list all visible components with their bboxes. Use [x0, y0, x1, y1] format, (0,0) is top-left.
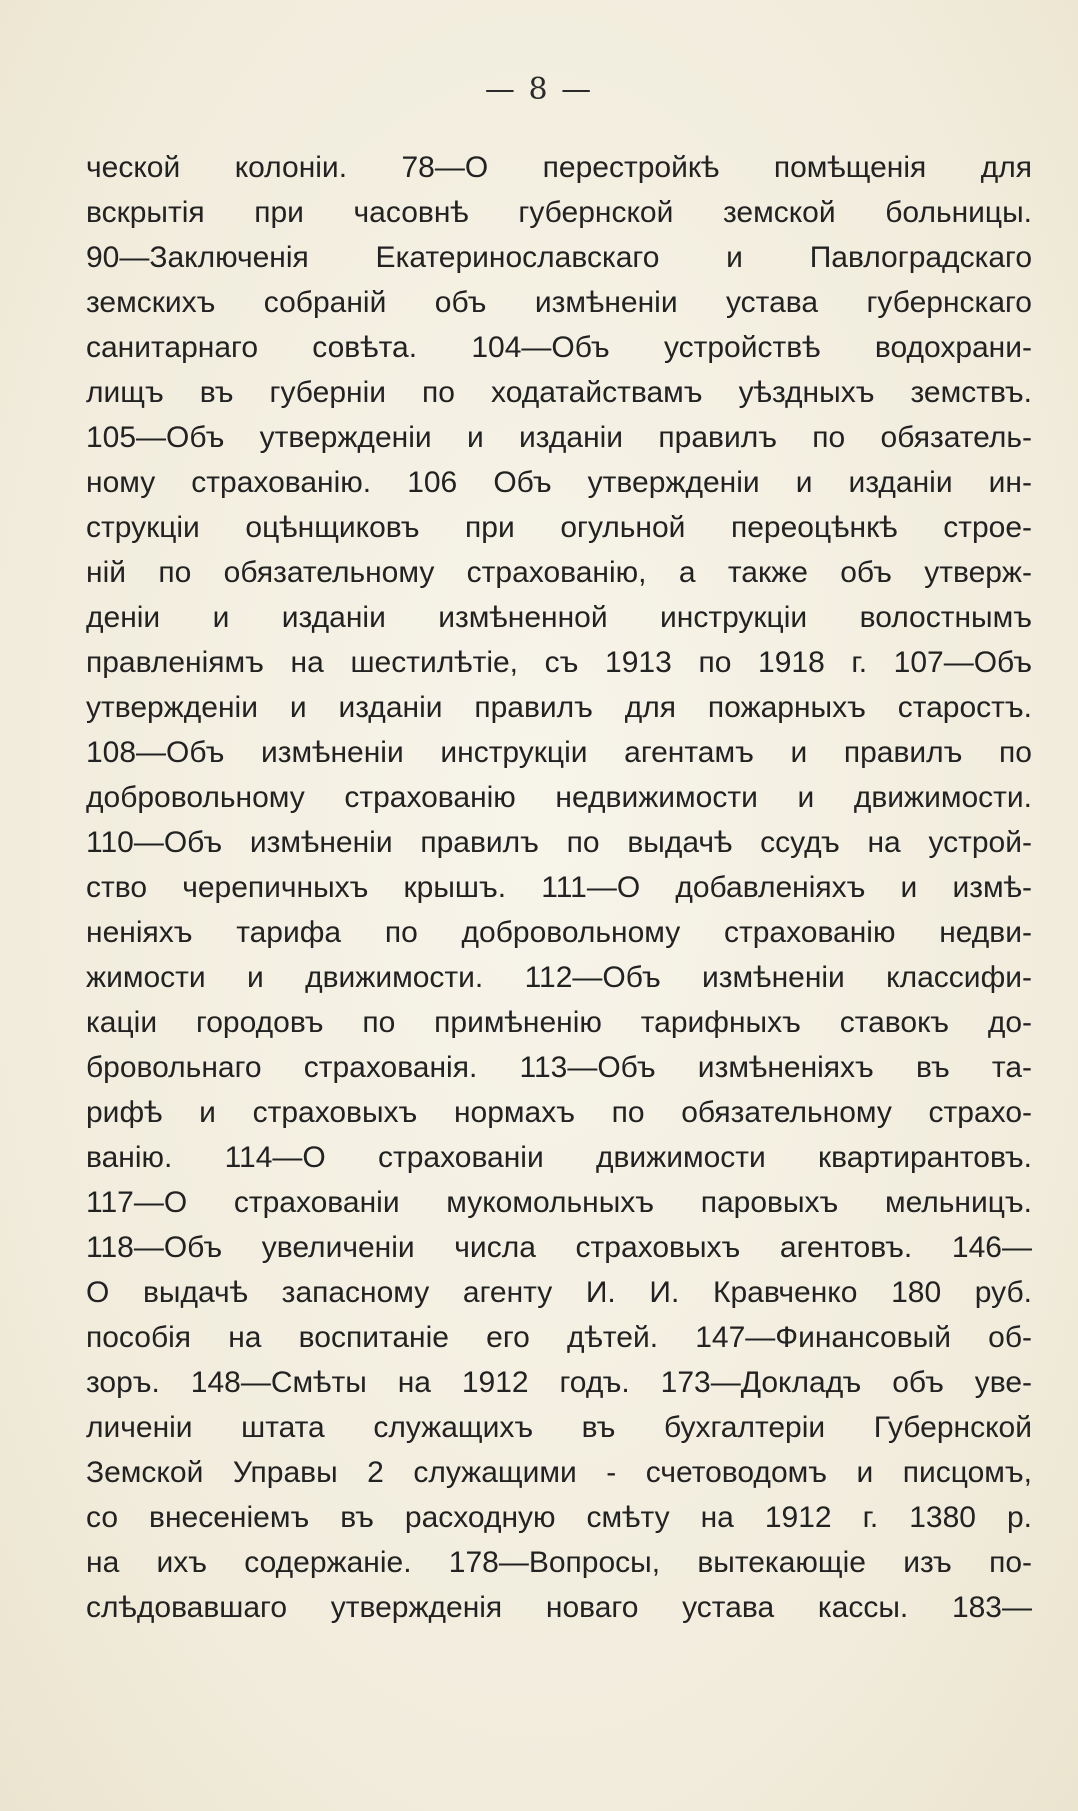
text-line: утвержденіи и изданіи правилъ для пожарныхъ старостъ. — [86, 691, 1032, 724]
text-line: 108—Объ измѣненіи инструкціи агентамъ и правилъ по — [86, 736, 1032, 769]
text-line: 118—Объ увеличеніи числа страховыхъ агентовъ. 146— — [86, 1231, 1032, 1264]
page-number: — 8 — — [484, 72, 594, 107]
text-line: О выдачѣ запасному агенту И. И. Кравченко 180 руб. — [86, 1276, 1032, 1309]
text-line: Земской Управы 2 служащими - счетоводомъ и писцомъ, — [86, 1456, 1032, 1489]
text-line: пособія на воспитаніе его дѣтей. 147—Финансовый об- — [86, 1321, 1032, 1354]
text-line: зоръ. 148—Смѣты на 1912 годъ. 173—Докладъ объ уве- — [86, 1366, 1032, 1399]
text-line: ній по обязательному страхованію, а также объ утверж- — [86, 556, 1032, 589]
text-line: земскихъ собраній объ измѣненіи устава губернскаго — [86, 286, 1032, 319]
text-line: неніяхъ тарифа по добровольному страхованію недви- — [86, 916, 1032, 949]
text-line: ство черепичныхъ крышъ. 111—О добавленіяхъ и измѣ- — [86, 871, 1032, 904]
text-line: 110—Объ измѣненіи правилъ по выдачѣ ссудъ на устрой- — [86, 826, 1032, 859]
text-line: вскрытія при часовнѣ губернской земской больницы. — [86, 196, 1032, 229]
text-line: ческой колоніи. 78—О перестройкѣ помѣщенія для — [86, 151, 1032, 184]
text-line: жимости и движимости. 112—Объ измѣненіи классифи- — [86, 961, 1032, 994]
text-line: лищъ въ губерніи по ходатайствамъ уѣздныхъ земствъ. — [86, 376, 1032, 409]
text-line: бровольнаго страхованія. 113—Объ измѣненіяхъ въ та- — [86, 1051, 1032, 1084]
text-line: правленіямъ на шестилѣтіе, съ 1913 по 1918 г. 107—Объ — [86, 646, 1032, 679]
text-line: слѣдовавшаго утвержденія новаго устава кассы. 183— — [86, 1591, 1032, 1624]
text-line: ванію. 114—О страхованіи движимости квартирантовъ. — [86, 1141, 1032, 1174]
text-line: ному страхованію. 106 Объ утвержденіи и изданіи ин- — [86, 466, 1032, 499]
text-line: деніи и изданіи измѣненной инструкціи волостнымъ — [86, 601, 1032, 634]
text-line: струкціи оцѣнщиковъ при огульной переоцѣнкѣ строе- — [86, 511, 1032, 544]
text-line: добровольному страхованію недвижимости и движимости. — [86, 781, 1032, 814]
text-line: рифѣ и страховыхъ нормахъ по обязательному страхо- — [86, 1096, 1032, 1129]
text-line: на ихъ содержаніе. 178—Вопросы, вытекающіе изъ по- — [86, 1546, 1032, 1579]
body-text — [86, 145, 1032, 1630]
text-line: со внесеніемъ въ расходную смѣту на 1912 г. 1380 р. — [86, 1501, 1032, 1534]
text-line: 105—Объ утвержденіи и изданіи правилъ по обязатель- — [86, 421, 1032, 454]
text-line: личеніи штата служащихъ въ бухгалтеріи Губернской — [86, 1411, 1032, 1444]
text-line: санитарнаго совѣта. 104—Объ устройствѣ водохрани- — [86, 331, 1032, 364]
text-line: 117—О страхованіи мукомольныхъ паровыхъ мельницъ. — [86, 1186, 1032, 1219]
text-line: каціи городовъ по примѣненію тарифныхъ ставокъ до- — [86, 1006, 1032, 1039]
text-line: 90—Заключенія Екатеринославскаго и Павлоградскаго — [86, 241, 1032, 274]
